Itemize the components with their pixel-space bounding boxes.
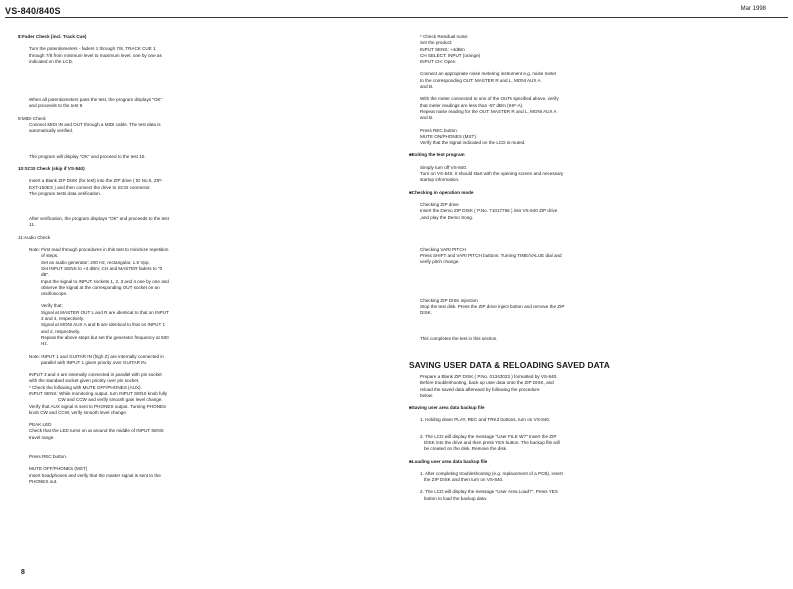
body-line: and 2, respectively. [41,328,81,334]
body-line: The program tests data verification. [29,190,102,196]
section-title: SAVING USER DATA & RELOADING SAVED DATA [409,359,610,370]
page-number: 8 [21,569,25,576]
body-line: dB". [41,272,50,278]
body-line: oscilloscope. [41,291,68,297]
body-line: and B. [420,84,434,90]
body-line: indicated on the LCD. [29,58,74,64]
body-line: * Check Residual noise [420,34,468,39]
body-line: Repeat noise reading for the OUT: MASTER R and L, MONI AUX A [420,108,557,114]
body-line: 2. The LCD will display the message "User Area Load?". Press YES [420,489,558,495]
body-line: Signal at MASTER OUT L and R are identical to that on INPUT [41,309,169,315]
left-column [18,34,190,485]
body-line: Checking ZIP drive [420,201,459,207]
body-line: be created on the disk. Remove the disk. [424,446,508,452]
body-line: parallel with INPUT 1 given priority over GUITAR IN. [41,359,148,365]
section-heading: ■Saving user area data backup file [409,405,485,411]
body-line: With the meter connected to one of the OUTs specified above, verify [420,96,559,102]
body-line: PHONES out. [29,478,58,484]
body-line: Prepare a Blank ZIP DISK ( P.No. 01343023 ) formatted by VS-840. [420,373,558,379]
body-line: to the corresponding OUT: MASTER R and L, MONI AUX A [420,77,541,83]
body-line: Stop the test disk. Press the ZIP drive inject button and remove the ZIP [420,304,565,310]
section-heading: ■Checking in operation mode [409,189,474,195]
body-line: 1. After completing troubleshooting (e.g. replacement of a PCB), insert [420,470,563,476]
body-line: Turn on VS-840. It should start with the opening screen and necessary [420,171,564,177]
header-rule [5,17,788,18]
body-line: of steps. [41,253,59,259]
body-line: Signal at MONI AUX A and B are identical to that on INPUT 1 [41,322,166,328]
body-line: Verify that: [41,303,63,309]
body-line: observe the signal at the corresponding OUT socket on an [41,284,160,290]
body-line: When all potentiometers pass the test, the program displays "OK" [29,97,163,103]
body-line: Verify that the signal indicated on the LCD is muted. [420,140,526,146]
body-line: Insert the Demo ZIP DISK ( P.No. 71017756 ) into VS-840 ZIP drive [420,208,558,214]
body-line: reload the saved data afterward by following the procedure [420,386,540,392]
body-line: CH SELECT: INPUT (orange) [420,52,481,58]
body-line: DISK into the drive and then press YES button. The backup file will [424,439,560,445]
body-line: knob CW and CCW, verify smooth level change. [29,409,128,415]
body-line: DISK. [420,310,432,316]
section-heading: 8:Fader Check (incl. Track Cue) [18,34,87,39]
body-line: This completes the test in this section. [420,335,498,341]
body-line: Press REC button [420,127,457,133]
body-line: INPUT SENS: While monitoring output, turn INPUT SENS knob fully [29,390,168,396]
body-line: Hz. [41,341,48,347]
body-line: MUTE OFF/PHONES (MST) [29,466,88,472]
body-line: Press REC button. [29,454,68,460]
body-line: verify pitch change. [420,259,460,265]
body-line: that meter readings are less than -87 dBm (IHF-A). [420,102,524,108]
body-line: INPUT 3 and 4 are internally connected in parallel with pin socket [29,372,162,378]
body-line: 1. Holding down PLAY, REC and TRK3 buttons, turn on VS-840. [420,417,551,423]
body-line: 2. The LCD will display the message "User FILE W?" Insert the ZIP [420,433,557,439]
body-line: and proceeds to the test 9. [29,103,84,109]
body-line: Set INPUT SENS to +4 dBm; CH and MASTER faders to "0 [41,265,163,271]
body-line: Press SHIFT and VARI PITCH buttons. Turning TIME/VALUE dial and [420,253,562,259]
body-line: through 7/8 from minimum level to maximum level, one by one as [29,52,162,58]
body-line: the ZIP DISK and then turn on VS-840. [424,477,504,483]
body-line: Checking VARI PITCH [420,246,466,252]
body-line: Checking ZIP DISK injection [420,297,478,303]
section-heading: 9:MIDI Check [18,115,46,121]
body-line: EXT-150ES ) and then connect the drive to SCSI connector. [29,184,151,190]
section-heading: 10:SCSI Check (skip if VS-840) [18,165,85,171]
body-line: Connect an appropriate noise metering instrument e.g. noise meter [420,71,557,77]
body-line: travel range. [29,434,55,440]
section-heading: ■Exiting the test program [409,152,465,158]
body-line: and B. [420,115,434,121]
section-heading: 11:Audio Check [18,234,51,240]
body-line: startup information. [420,177,460,183]
body-line: automatically verified. [29,128,74,134]
body-line: Insert headphones and verify that the master signal is sent to the [29,472,161,478]
document-date: Mar 1998 [740,6,766,12]
body-line: Turn the potentiometers - faders 1 through 7/8, TRACK CUE 1 [29,46,156,52]
body-line: Repeat the above steps but set the generator frequency at 500 [41,334,169,340]
body-line: Check that the LED turns on at around the middle of INPUT SENS [29,428,164,434]
body-line: PEAK LED [29,422,52,428]
right-column [409,34,610,502]
body-line: with the standard socket given priority over pin socket. [29,378,140,384]
body-line: Connect MIDI IN and OUT through a MIDI cable. The test data is [29,122,161,128]
body-line: After verification, the program displays "OK" and proceeds to the test [29,216,169,222]
body-line: Note: INPUT 1 and GUITAR IN (high Z) are internally connected in [29,353,164,359]
body-line: Input the signal to INPUT sockets 1, 2, 3 and 4 one by one and [41,278,169,284]
body-line: * Check the following with MUTE OFF/PHONES (AUX). [29,384,142,390]
body-line: ,and play the Demo Song. [420,214,474,220]
body-line: Insert a Blank ZIP DISK (for test) into the ZIP drive ( ID No.5, ZIP- [29,178,163,184]
body-line: below. [420,392,434,398]
body-line: Set the product: [420,40,453,46]
body-line: INPUT CH: Open [420,59,456,65]
body-line: Before troubleshooting, back up user data onto the ZIP DISK, and [420,380,554,386]
body-line: Simply turn off VS-840. [420,164,468,170]
body-line: MUTE ON/PHONES (MST) [420,133,476,139]
body-line: The program will display "OK" and proceed to the test 10. [29,153,146,159]
body-line: Verify that AUX signal is sent to PHONES output. Turning PHONES [29,403,167,409]
document-title: VS-840/840S [5,6,61,16]
body-line: CW and CCW and verify smooth gain level change. [58,397,163,403]
body-line: INPUT SENS: +4dBm [420,46,465,52]
body-line: button to load the backup data. [424,495,488,501]
body-line: Set an audio generator: 200 Hz, rectangular, 1.5 Vpp. [41,259,150,265]
body-line: 11. [29,222,36,228]
body-line: 3 and 4, respectively. [41,316,85,322]
body-line: Note: First read through procedures in this test to minimize repetition [29,247,169,253]
section-heading: ■Loading user area data backup file [409,458,488,464]
